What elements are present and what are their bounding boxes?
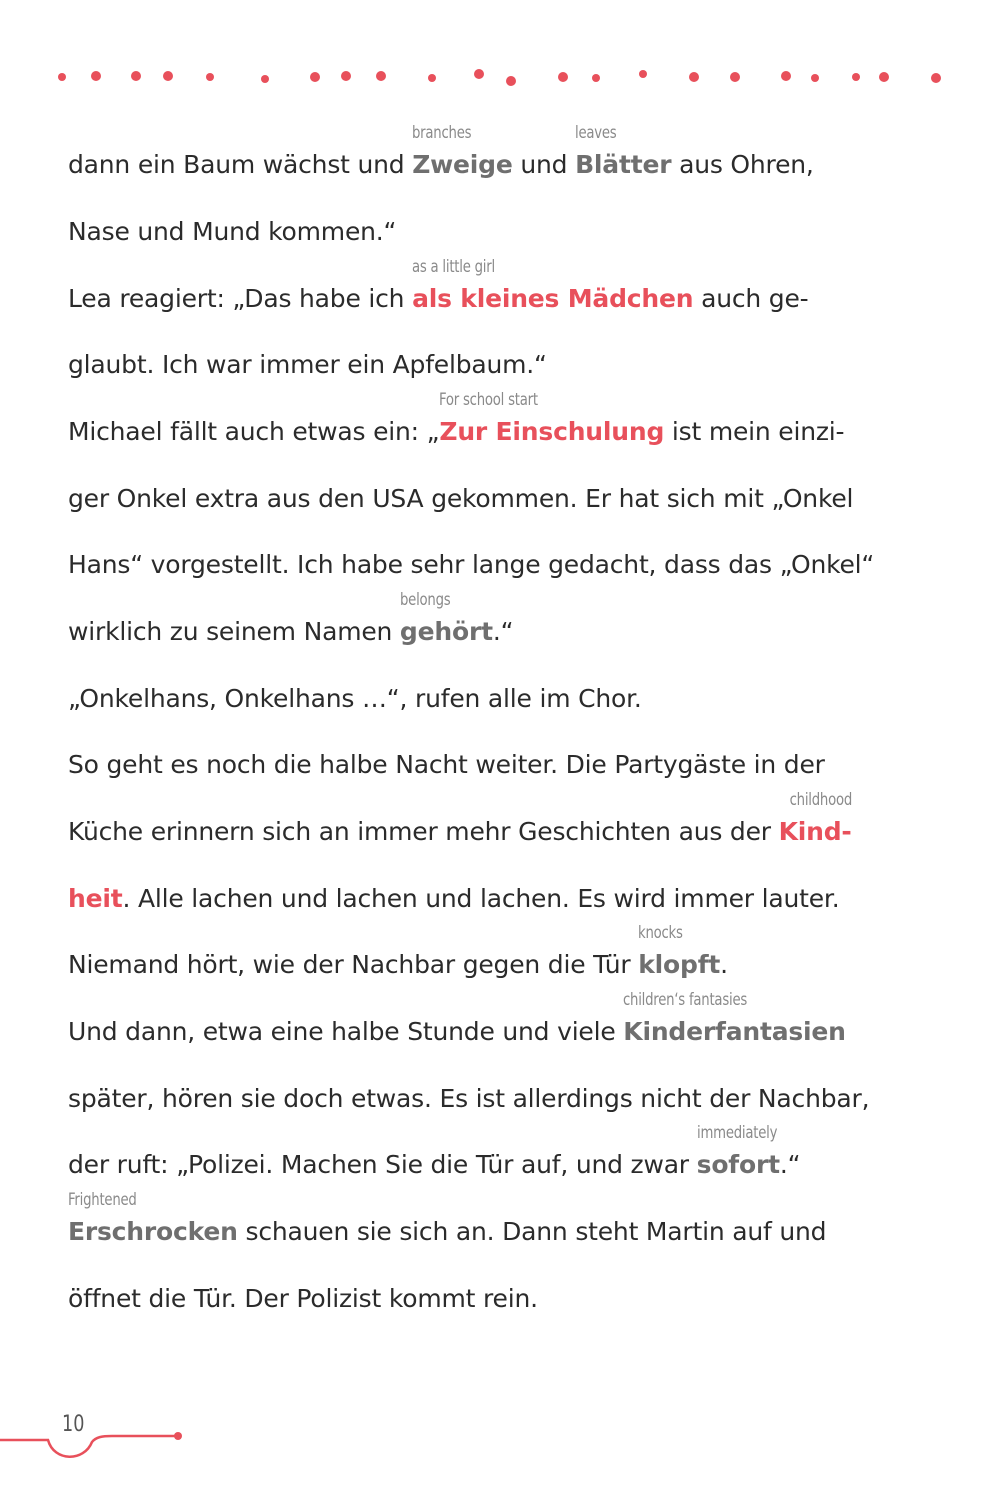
text-line [68,390,845,449]
text-line [68,1190,827,1249]
text-line [68,590,514,649]
vocab-word [68,1190,238,1249]
line-text: dann ein Baum wächst und [68,150,413,179]
vocab-word-text: Zur Einschulung [439,417,665,446]
vocab-word-text: sofort [696,1150,780,1179]
text-line [68,1282,538,1316]
vocab-word [412,123,513,182]
vocab-word-text: Zweige [412,150,513,179]
line-text: aus Ohren, [671,150,814,179]
vocab-word-text: Erschrocken [68,1217,238,1246]
gloss-annotation: as a little girl [412,257,495,277]
vocab-word-text: als kleines Mädchen [412,284,694,313]
vocab-word [399,590,493,649]
line-text: schauen sie sich an. Dann steht Martin auf und [237,1217,827,1246]
gloss-annotation: branches [412,123,472,143]
line-text: Und dann, etwa eine halbe Stunde und viele [68,1017,624,1046]
page-number-ornament [0,1395,200,1475]
gloss-annotation: immediately [696,1123,777,1143]
vocab-word [439,390,665,449]
text-line [68,790,852,849]
vocab-word-text: klopft [638,950,721,979]
text-line [68,990,846,1049]
line-text: glaubt. Ich war immer ein Apfelbaum.“ [68,350,547,379]
line-text: Lea reagiert: „Das habe ich [68,284,413,313]
gloss-annotation: Frightened [68,1190,137,1210]
line-text: wirklich zu seinem Namen [68,617,400,646]
line-text: auch ge- [693,284,809,313]
line-text: Hans“ vorgestellt. Ich habe sehr lange gedacht, dass das „Onkel“ [68,550,875,579]
line-text: der ruft: „Polizei. Machen Sie die Tür auf, und zwar [68,1150,697,1179]
line-text: öffnet die Tür. Der Polizist kommt rein. [68,1284,538,1313]
line-text: und [512,150,576,179]
line-text: Niemand hört, wie der Nachbar gegen die Tür [68,950,639,979]
text-line [68,482,853,516]
text-line [68,123,814,182]
line-text: ger Onkel extra aus den USA gekommen. Er hat sich mit „Onkel [68,484,854,513]
vocab-word [638,923,721,982]
line-text: . [720,950,728,979]
line-text: So geht es noch die halbe Nacht weiter. Die Partygäste in der [68,750,825,779]
line-text: „Onkelhans, Onkelhans …“, rufen alle im Chor. [68,684,642,713]
vocab-word [575,123,672,182]
line-text: .“ [492,617,514,646]
line-text: . Alle lachen und lachen und lachen. Es wird immer lauter. [122,884,840,913]
text-line [68,257,809,316]
line-text: später, hören sie doch etwas. Es ist allerdings nicht der Nachbar, [68,1084,870,1113]
text-line [68,923,728,982]
text-line [68,748,825,782]
vocab-word [68,882,122,916]
vocab-word-text: Kinderfantasien [623,1017,846,1046]
gloss-annotation: childhood [789,790,852,810]
text-line [68,348,547,382]
text-line [68,215,396,249]
line-text: ist mein einzi- [664,417,845,446]
gloss-annotation: For school start [439,390,539,410]
vocab-word [412,257,694,316]
text-line [68,548,874,582]
gloss-annotation: leaves [575,123,617,143]
line-text: Michael fällt auch etwas ein: „ [68,417,440,446]
line-text: .“ [779,1150,801,1179]
line-text: Küche erinnern sich an immer mehr Geschichten aus der [68,817,779,846]
page-number: 10 [62,1412,85,1437]
line-text: Nase und Mund kommen.“ [68,217,397,246]
vocab-word [623,990,846,1049]
vocab-word [778,790,852,849]
gloss-annotation: belongs [399,590,451,610]
vocab-word-text: Blätter [575,150,672,179]
vocab-word-text: Kind- [778,817,852,846]
gloss-annotation: children‘s fantasies [623,990,748,1010]
vocab-word-text: gehört [399,617,493,646]
gloss-annotation: knocks [638,923,683,943]
vocab-word-text: heit [68,884,123,913]
text-line [68,682,642,716]
text-line [68,1082,869,1116]
text-line [68,882,839,916]
text-line [68,1123,801,1182]
decorative-dot-border [0,0,985,100]
vocab-word [696,1123,780,1182]
